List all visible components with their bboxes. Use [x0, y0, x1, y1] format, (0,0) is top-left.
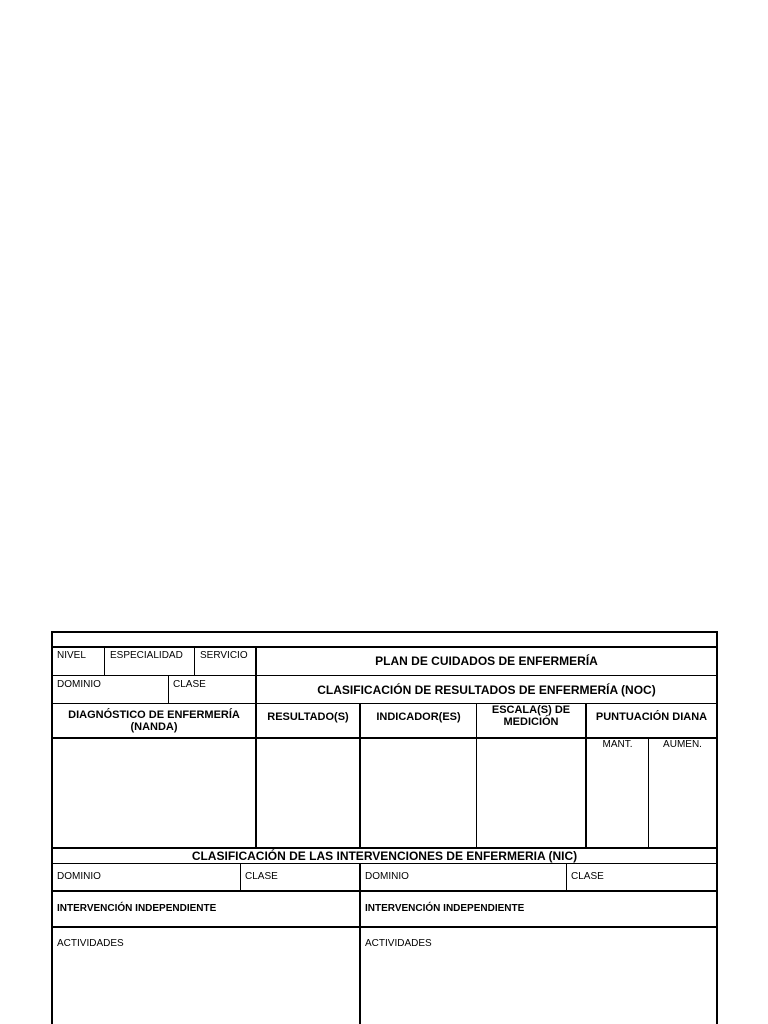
clase-label: CLASE [173, 679, 206, 690]
escala-header: ESCALA(S) DE [491, 704, 571, 716]
divider [585, 703, 587, 847]
divider [648, 737, 649, 847]
divider [51, 675, 718, 676]
nic-left-actividades-label: ACTIVIDADES [57, 938, 124, 949]
mant-subheader: MANT. [602, 739, 633, 750]
divider [168, 675, 169, 703]
divider [51, 926, 718, 928]
medicion-header: MEDICIÓN [503, 716, 559, 728]
noc-title: CLASIFICACIÓN DE RESULTADOS DE ENFERMERÍA (NOC) [317, 683, 656, 697]
divider [566, 863, 567, 890]
divider [240, 863, 241, 890]
nic-right-actividades-label: ACTIVIDADES [365, 938, 432, 949]
nic-left-clase-label: CLASE [245, 871, 278, 882]
dominio-label: DOMINIO [57, 679, 101, 690]
aumen-subheader: AUMEN. [663, 739, 702, 750]
servicio-label: SERVICIO [200, 650, 248, 661]
form-title: PLAN DE CUIDADOS DE ENFERMERÍA [375, 654, 598, 668]
divider [359, 863, 361, 1024]
nic-left-dominio-label: DOMINIO [57, 871, 101, 882]
nic-right-clase-label: CLASE [571, 871, 604, 882]
divider [51, 863, 718, 864]
nanda-header: (NANDA) [130, 721, 178, 733]
form-border-left [51, 631, 53, 1024]
divider [51, 890, 718, 892]
especialidad-label: ESPECIALIDAD [110, 650, 183, 661]
nic-title: CLASIFICACIÓN DE LAS INTERVENCIONES DE ENFERMERIA (NIC) [191, 849, 578, 863]
diagnostico-header: DIAGNÓSTICO DE ENFERMERÍA [68, 709, 240, 721]
resultados-header: RESULTADO(S) [267, 711, 349, 723]
form-border-top [51, 631, 718, 633]
divider [51, 646, 718, 648]
nic-right-intervencion-label: INTERVENCIÓN INDEPENDIENTE [365, 903, 525, 914]
divider [255, 646, 257, 847]
divider [104, 646, 105, 675]
divider [359, 703, 361, 847]
indicadores-header: INDICADOR(ES) [376, 711, 461, 723]
nic-left-intervencion-label: INTERVENCIÓN INDEPENDIENTE [57, 903, 217, 914]
nivel-label: NIVEL [57, 650, 86, 661]
puntuacion-header: PUNTUACIÓN DIANA [595, 711, 708, 723]
nic-right-dominio-label: DOMINIO [365, 871, 409, 882]
divider [51, 703, 718, 704]
divider [194, 646, 195, 675]
form-border-right [716, 631, 718, 1024]
